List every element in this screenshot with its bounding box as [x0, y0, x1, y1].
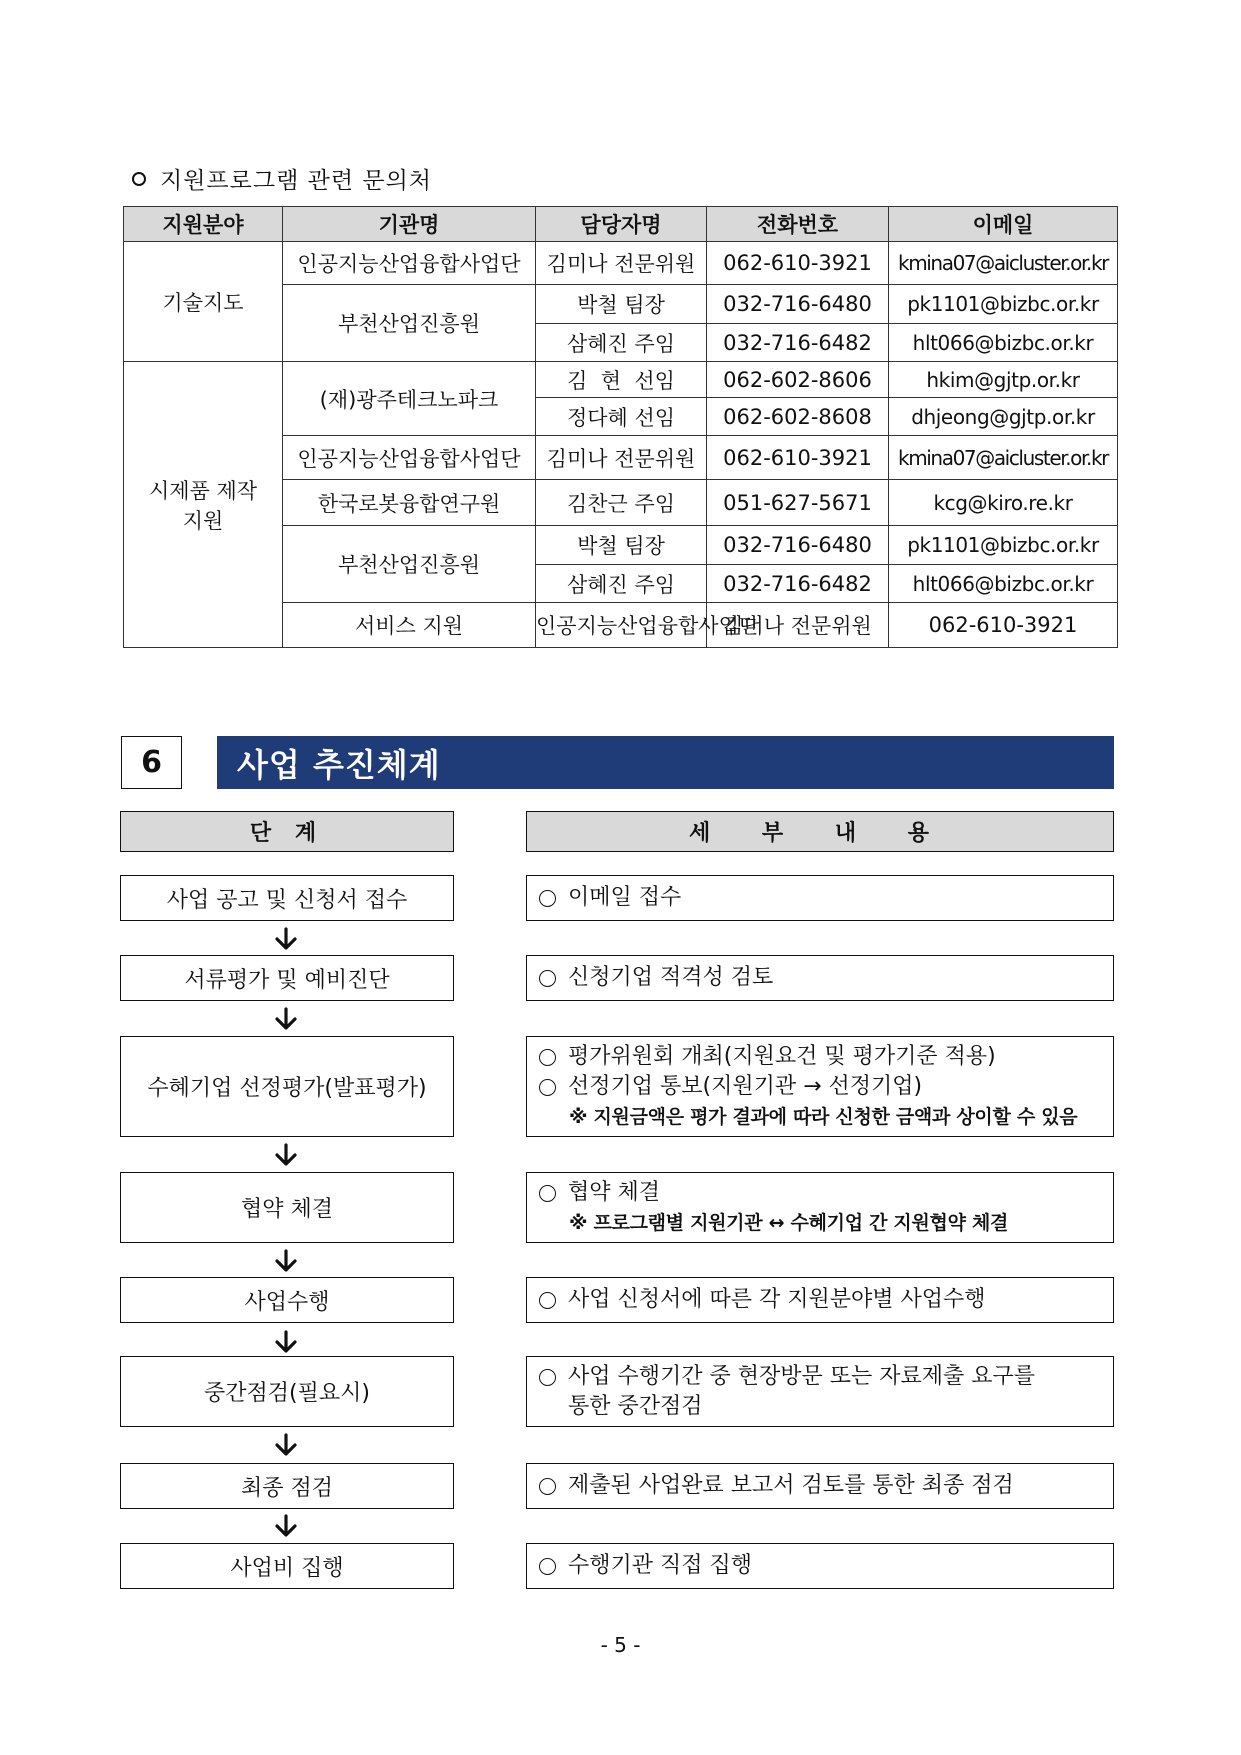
field-cell: 기술지도 [124, 242, 283, 362]
detail-text: 이메일 접수 [568, 885, 682, 910]
stage-box [120, 1277, 454, 1323]
detail-line [539, 883, 1101, 913]
field-cell: 서비스 지원 [283, 603, 536, 648]
stage-label: 사업수행 [244, 1289, 330, 1315]
detail-text: 선정기업 통보(지원기관 → 선정기업) [568, 1073, 923, 1099]
col-header-name: 담당자명 [536, 207, 707, 242]
phone-cell: 062-602-8606 [707, 362, 889, 398]
circle-bullet-icon [539, 1049, 556, 1066]
name-cell: 김미나 전문위원 [536, 436, 707, 480]
name-cell: 삼혜진 주임 [536, 324, 707, 362]
phone-cell: 032-716-6480 [707, 526, 889, 565]
stage-box [120, 1543, 454, 1589]
circle-bullet-icon [539, 1478, 556, 1495]
name-cell: 김 현 선임 [536, 362, 707, 398]
org-cell: 인공지능산업융합사업단 [283, 242, 536, 285]
name-cell: 김찬근 주임 [536, 480, 707, 526]
circle-bullet-icon [539, 1292, 556, 1309]
detail-line [539, 1042, 1101, 1072]
email-cell[interactable]: pk1101@bizbc.or.kr [889, 526, 1118, 565]
name-cell: 삼혜진 주임 [536, 565, 707, 603]
stage-box [120, 1463, 454, 1509]
email-cell[interactable]: kcg@kiro.re.kr [889, 480, 1118, 526]
stage-label: 서류평가 및 예비진단 [184, 967, 390, 993]
circle-bullet-icon [539, 1079, 556, 1096]
phone-cell: 062-610-3921 [707, 436, 889, 480]
stage-box [120, 1172, 454, 1243]
arrow-down-icon [274, 1331, 298, 1353]
contact-section-heading [132, 162, 432, 195]
name-cell: 김미나 전문위원 [536, 242, 707, 285]
detail-box [526, 1543, 1114, 1589]
stage-header [120, 811, 454, 852]
table-row [124, 362, 1118, 398]
detail-line [539, 1362, 1101, 1392]
phone-cell: 032-716-6480 [707, 285, 889, 324]
detail-box [526, 875, 1114, 921]
arrow-down-icon [274, 1144, 298, 1166]
stage-box [120, 1036, 454, 1137]
email-cell[interactable]: hlt066@bizbc.or.kr [889, 324, 1118, 362]
arrow-down-icon [274, 1434, 298, 1456]
arrow-down-icon [274, 1250, 298, 1272]
org-cell: 인공지능산업융합사업단 [283, 436, 536, 480]
detail-line [539, 963, 1101, 993]
phone-cell: 032-716-6482 [707, 324, 889, 362]
circle-bullet-icon [539, 1185, 556, 1202]
field-cell: 시제품 제작 지원 [124, 362, 283, 648]
table-row [124, 242, 1118, 285]
phone-cell: 051-627-5671 [707, 480, 889, 526]
email-cell[interactable]: kmina07@aicluster.or.kr [889, 436, 1118, 480]
detail-line [539, 1471, 1101, 1501]
detail-note: ※ 프로그램별 지원기관 ↔ 수혜기업 간 지원협약 체결 [569, 1211, 1009, 1234]
email-cell[interactable]: hlt066@bizbc.or.kr [889, 565, 1118, 603]
stage-label: 협약 체결 [240, 1197, 333, 1222]
name-cell: 정다혜 선임 [536, 398, 707, 436]
stage-header-text: 단 계 [249, 821, 325, 846]
circle-bullet-icon [539, 890, 556, 907]
detail-box [526, 1172, 1114, 1243]
detail-text: 협약 체결 [568, 1179, 661, 1205]
detail-text: 제출된 사업완료 보고서 검토를 통한 최종 점검 [568, 1473, 1014, 1498]
detail-line [539, 1551, 1101, 1581]
phone-cell: 062-610-3921 [889, 603, 1118, 648]
detail-note: ※ 지원금액은 평가 결과에 따라 신청한 금액과 상이할 수 있음 [569, 1105, 1078, 1128]
email-cell[interactable]: kmina07@aicluster.or.kr [889, 242, 1118, 285]
org-cell: 부천산업진흥원 [283, 285, 536, 362]
phone-cell: 032-716-6482 [707, 565, 889, 603]
arrow-down-icon [274, 1515, 298, 1537]
stage-label: 사업 공고 및 신청서 접수 [166, 887, 408, 913]
page-number: - 5 - [600, 1633, 641, 1657]
detail-box [526, 1463, 1114, 1509]
col-header-org: 기관명 [283, 207, 536, 242]
detail-header [526, 811, 1114, 852]
contact-heading-text: 지원프로그램 관련 문의처 [160, 168, 433, 194]
stage-label: 수혜기업 선정평가(발표평가) [147, 1076, 427, 1101]
org-cell: 인공지능산업융합사업단 [536, 603, 707, 648]
detail-line [539, 1178, 1101, 1208]
detail-box [526, 1036, 1114, 1137]
arrow-down-icon [274, 1008, 298, 1030]
email-cell[interactable]: pk1101@bizbc.or.kr [889, 285, 1118, 324]
phone-cell: 062-610-3921 [707, 242, 889, 285]
circle-bullet-icon [539, 970, 556, 987]
org-cell: 한국로봇융합연구원 [283, 480, 536, 526]
detail-line [539, 1072, 1101, 1102]
contacts-header-row [124, 207, 1118, 242]
detail-text: 신청기업 적격성 검토 [568, 965, 774, 990]
name-cell: 박철 팀장 [536, 526, 707, 565]
detail-header-text: 세 부 내 용 [689, 821, 951, 846]
detail-box [526, 1277, 1114, 1323]
stage-box [120, 875, 454, 921]
detail-text-continued: 통한 중간점검 [568, 1393, 703, 1419]
phone-cell: 062-602-8608 [707, 398, 889, 436]
circle-bullet-icon [132, 172, 146, 186]
email-cell[interactable]: hkim@gjtp.or.kr [889, 362, 1118, 398]
col-header-email: 이메일 [889, 207, 1118, 242]
stage-box [120, 955, 454, 1001]
stage-label: 사업비 집행 [230, 1555, 344, 1581]
stage-label: 최종 점검 [240, 1475, 333, 1501]
email-cell[interactable]: dhjeong@gjtp.or.kr [889, 398, 1118, 436]
detail-text: 평가위원회 개최(지원요건 및 평가기준 적용) [568, 1043, 996, 1069]
detail-line [539, 1285, 1101, 1315]
org-cell: (재)광주테크노파크 [283, 362, 536, 436]
detail-box [526, 1356, 1114, 1427]
detail-text: 사업 수행기간 중 현장방문 또는 자료제출 요구를 [568, 1363, 1036, 1389]
stage-box [120, 1356, 454, 1427]
col-header-phone: 전화번호 [707, 207, 889, 242]
name-cell: 박철 팀장 [536, 285, 707, 324]
circle-bullet-icon [539, 1369, 556, 1386]
name-cell: 김미나 전문위원 [707, 603, 889, 648]
section-title: 사업 추진체계 [217, 736, 1114, 789]
section-number: 6 [121, 736, 182, 789]
circle-bullet-icon [539, 1558, 556, 1575]
arrow-down-icon [274, 928, 298, 950]
org-cell: 부천산업진흥원 [283, 526, 536, 603]
detail-text: 사업 신청서에 따른 각 지원분야별 사업수행 [568, 1287, 986, 1312]
detail-box [526, 955, 1114, 1001]
detail-text: 수행기관 직접 집행 [568, 1553, 753, 1578]
col-header-field: 지원분야 [124, 207, 283, 242]
stage-label: 중간점검(필요시) [204, 1381, 370, 1406]
contacts-table [123, 206, 1118, 648]
